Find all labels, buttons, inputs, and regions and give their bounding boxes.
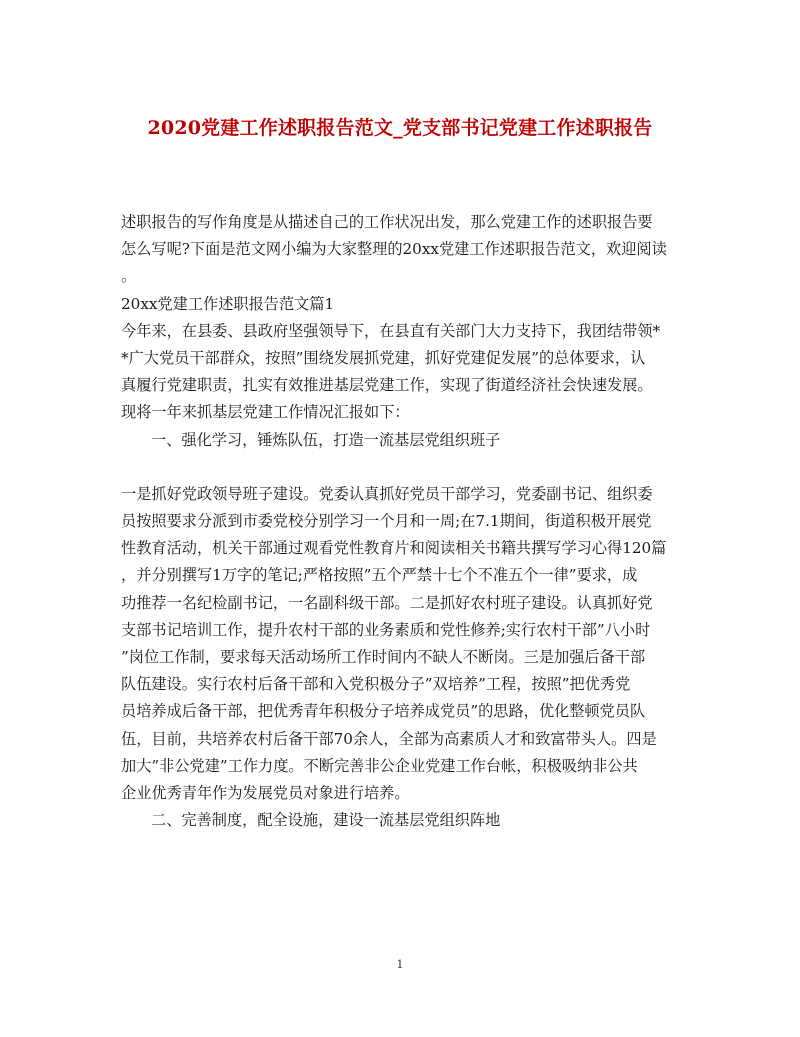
document-title: 2020党建工作述职报告范文_党支部书记党建工作述职报告	[147, 117, 653, 139]
text-line: 功推荐一名纪检副书记，一名副科级干部。二是抓好农村班子建设。认真抓好党	[121, 593, 653, 612]
text-line: 员培养成后备干部，把优秀青年积极分子培养成党员”的思路，优化整顿党员队	[121, 702, 646, 721]
text-line: 员按照要求分派到市委党校分别学习一个月和一周;在7.1期间，街道积极开展党	[121, 512, 652, 531]
text-line: 怎么写呢?下面是范文网小编为大家整理的20xx党建工作述职报告范文，欢迎阅读	[121, 240, 667, 259]
text-line: 真履行党建职责，扎实有效推进基层党建工作，实现了街道经济社会快速发展。	[121, 376, 653, 395]
text-line: ，并分别撰写1万字的笔记;严格按照”五个严禁十七个不准五个一律”要求，成	[121, 566, 638, 585]
text-line: 加大”非公党建”工作力度。不断完善非公企业党建工作台帐，积极吸纳非公共	[121, 756, 638, 775]
section-heading-1: 一、强化学习，锤炼队伍，打造一流基层党组织班子	[151, 430, 501, 449]
text-line: 今年来，在县委、县政府坚强领导下，在县直有关部门大力支持下，我团结带领*	[121, 321, 661, 340]
text-line: 伍，目前，共培养农村后备干部70余人，全部为高素质人才和致富带头人。四是	[121, 729, 657, 748]
text-line: 企业优秀青年作为发展党员对象进行培养。	[121, 784, 410, 803]
section-1-paragraph	[121, 481, 683, 807]
spacer	[121, 454, 683, 481]
text-line: 一是抓好党政领导班子建设。党委认真抓好党员干部学习，党委副书记、组织委	[121, 484, 653, 503]
text-line: ”岗位工作制，要求每天活动场所工作时间内不缺人不断岗。三是加强后备干部	[121, 648, 646, 667]
document-body	[121, 209, 683, 834]
text-line: 现将一年来抓基层党建工作情况汇报如下：	[121, 403, 410, 422]
text-line: 支部书记培训工作，提升农村干部的业务素质和党性修养;实行农村干部”八小时	[121, 620, 651, 639]
section-heading-2: 二、完善制度，配全设施，建设一流基层党组织阵地	[151, 811, 501, 830]
text-line: 队伍建设。实行农村后备干部和入党积极分子”双培养”工程，按照”把优秀党	[121, 675, 631, 694]
text-line: 性教育活动，机关干部通过观看党性教育片和阅读相关书籍共撰写学习心得120篇	[121, 539, 667, 558]
intro-paragraph	[121, 209, 683, 291]
opening-paragraph	[121, 318, 683, 427]
text-line: 述职报告的写作角度是从描述自己的工作状况出发，那么党建工作的述职报告要	[121, 213, 653, 231]
page-number: 1	[396, 958, 404, 971]
text-line: 。	[121, 267, 137, 286]
text-line: *广大党员干部群众，按照”围绕发展抓党建，抓好党建促发展”的总体要求，认	[121, 349, 646, 368]
article-subheading: 20xx党建工作述职报告范文篇1	[121, 294, 335, 313]
